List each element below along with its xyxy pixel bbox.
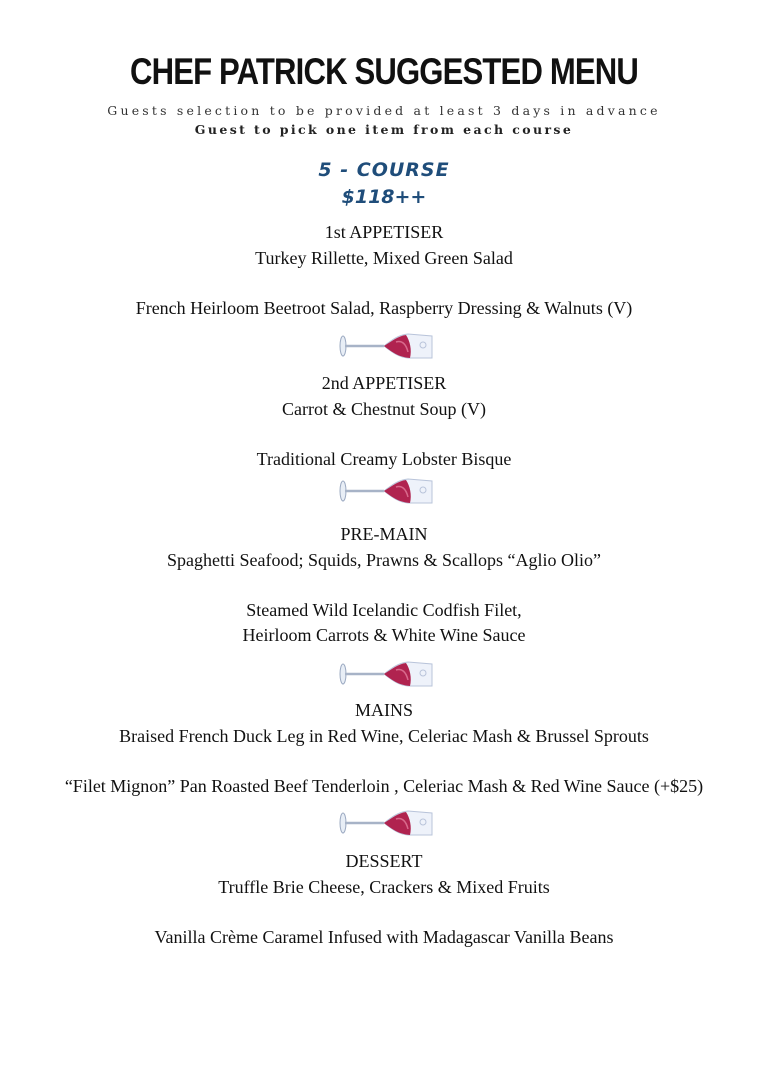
first-appetiser-option-1: Turkey Rillette, Mixed Green Salad: [255, 248, 513, 268]
menu-title: CHEF PATRICK SUGGESTED MENU: [129, 51, 638, 92]
section-heading-first-appetiser: 1st APPETISER: [324, 222, 444, 242]
pre-main-option-1: Spaghetti Seafood; Squids, Prawns & Scallops “Aglio Olio”: [167, 550, 601, 570]
pre-main-option-2-line-2: Heirloom Carrots & White Wine Sauce: [242, 625, 526, 645]
second-appetiser-option-2: Traditional Creamy Lobster Bisque: [256, 449, 512, 469]
wine-glass-icon: [336, 477, 434, 505]
wine-glass-icon: [336, 332, 434, 360]
section-heading-mains: MAINS: [354, 700, 413, 720]
first-appetiser-option-2: French Heirloom Beetroot Salad, Raspberry Dressing & Walnuts (V): [135, 298, 633, 318]
selection-notice: Guests selection to be provided at least 3 days in advance: [107, 103, 661, 118]
mains-option-1: Braised French Duck Leg in Red Wine, Celeriac Mash & Brussel Sprouts: [119, 726, 649, 746]
second-appetiser-option-1: Carrot & Chestnut Soup (V): [282, 399, 486, 419]
course-label: 5 - COURSE: [318, 159, 450, 181]
section-heading-pre-main: PRE-MAIN: [340, 524, 428, 544]
course-price: $118++: [341, 186, 427, 208]
wine-glass-icon: [336, 660, 434, 688]
pick-instruction: Guest to pick one item from each course: [194, 122, 574, 137]
dessert-option-1: Truffle Brie Cheese, Crackers & Mixed Fruits: [218, 877, 550, 897]
dessert-option-2: Vanilla Crème Caramel Infused with Madagascar Vanilla Beans: [154, 927, 614, 947]
mains-option-2: “Filet Mignon” Pan Roasted Beef Tenderloin , Celeriac Mash & Red Wine Sauce (+$25): [64, 776, 704, 796]
pre-main-option-2-line-1: Steamed Wild Icelandic Codfish Filet,: [246, 600, 522, 620]
section-heading-second-appetiser: 2nd APPETISER: [321, 373, 447, 393]
wine-glass-icon: [336, 809, 434, 837]
section-heading-dessert: DESSERT: [345, 851, 423, 871]
